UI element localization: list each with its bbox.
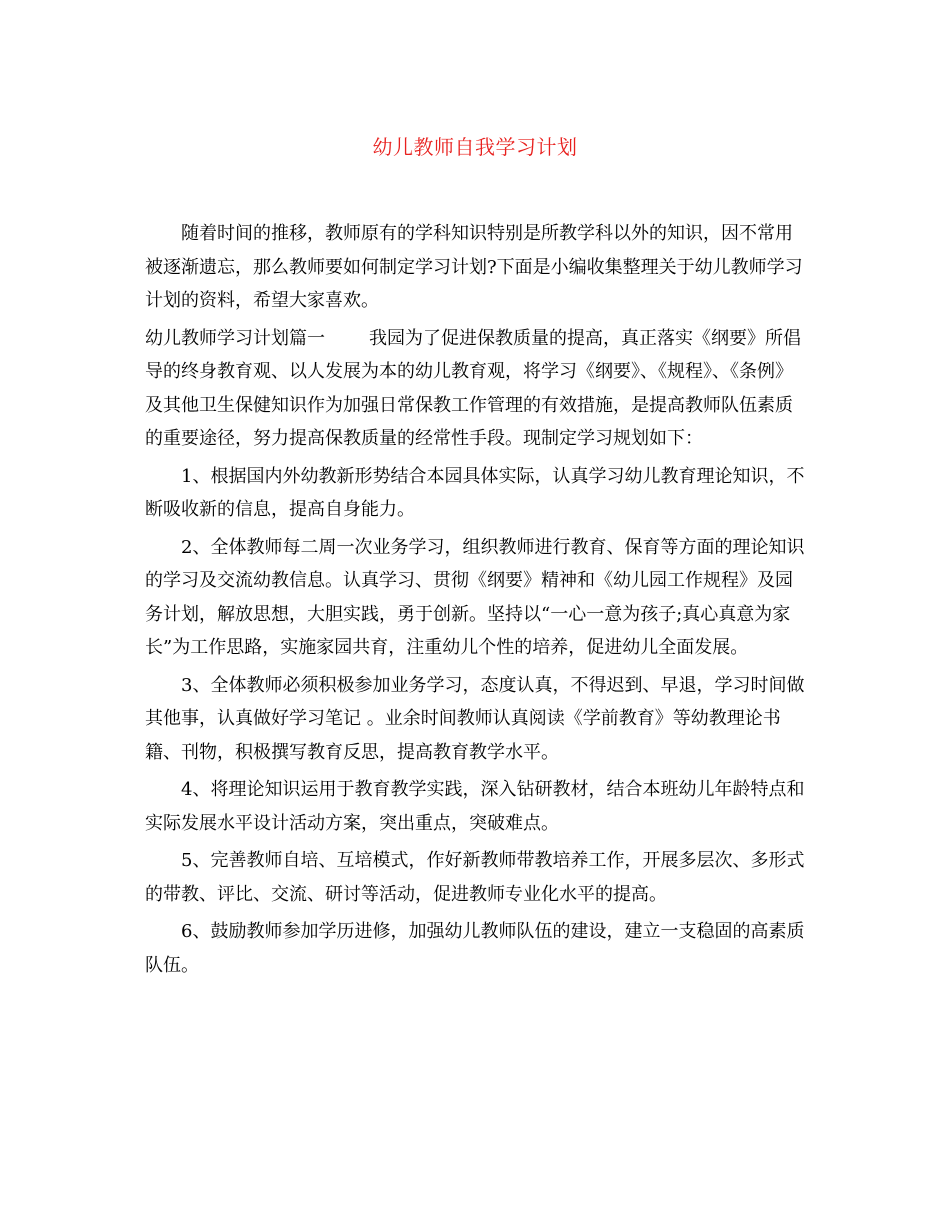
- list-item: 5、完善教师自培、互培模式，作好新教师带教培养工作，开展多层次、多形式的带教、评比、交流、研讨等活动，促进教师专业化水平的提高。: [145, 850, 805, 905]
- section-heading: 幼儿教师学习计划篇一: [145, 327, 325, 349]
- list-item: 4、将理论知识运用于教育教学实践，深入钻研教材，结合本班幼儿年龄特点和实际发展水平设计活动方案，突出重点，突破难点。: [145, 779, 805, 834]
- section-intro: 我园为了促进保教质量的提高，真正落实《纲要》所倡导的终身教育观、以人发展为本的幼儿教育观，将学习《纲要》、《规程》、《条例》及其他卫生保健知识作为加强日常保教工作管理的有效措施，是提高教师队伍素质的重要途径，努力提高保教质量的经常性手段。现制定学习规划如下：: [145, 327, 801, 449]
- document-body: [145, 217, 807, 986]
- list-item: 3、全体教师必须积极参加业务学习，态度认真，不得迟到、早退，学习时间做其他事，认真做好学习笔记 。业余时间教师认真阅读《学前教育》等幼教理论书籍、刊物，积极撰写教育反思，提高教育教学水平。: [145, 674, 805, 763]
- list-item: 1、根据国内外幼教新形势结合本园具体实际，认真学习幼儿教育理论知识，不断吸收新的信息，提高自身能力。: [145, 465, 805, 520]
- document-title: 幼儿教师自我学习计划: [372, 135, 578, 159]
- list-item: 2、全体教师每二周一次业务学习，组织教师进行教育、保育等方面的理论知识的学习及交流幼教信息。认真学习、贯彻《纲要》精神和《幼儿园工作规程》及园务计划，解放思想，大胆实践，勇于创新。坚持以“一心一意为孩子;真心真意为家长”为工作思路，实施家园共育，注重幼儿个性的培养，促进幼儿全面发展。: [145, 536, 805, 658]
- section-paragraph: [145, 322, 807, 456]
- intro-paragraph: 随着时间的推移，教师原有的学科知识特别是所教学科以外的知识，因不常用被逐渐遗忘，那么教师要如何制定学习计划?下面是小编收集整理关于幼儿教师学习计划的资料，希望大家喜欢。: [145, 223, 803, 311]
- list-item: 6、鼓励教师参加学历进修，加强幼儿教师队伍的建设，建立一支稳固的高素质队伍。: [145, 921, 805, 976]
